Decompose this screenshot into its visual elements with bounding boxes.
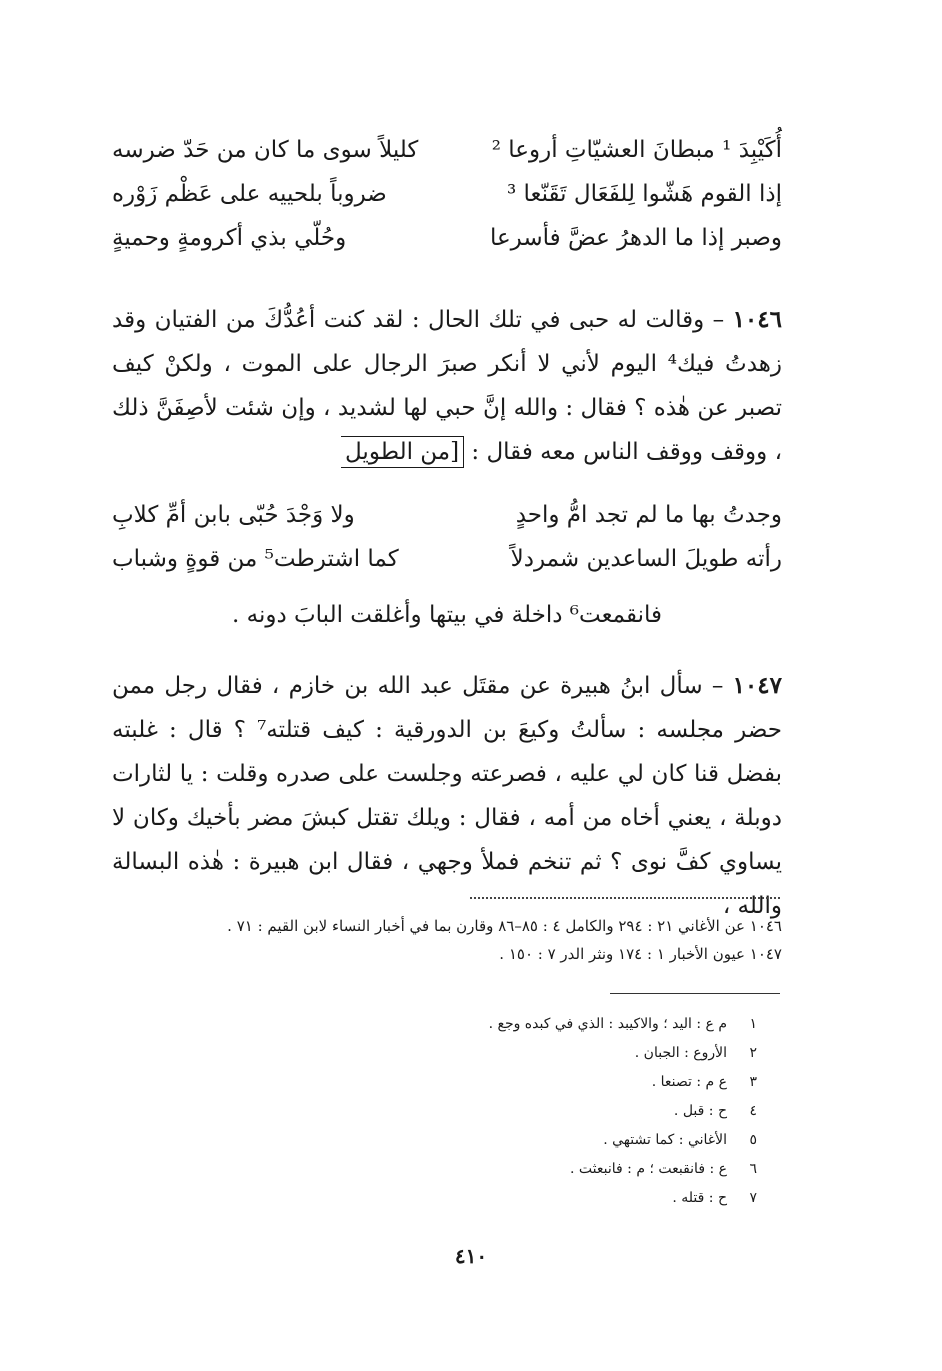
verse-line (112, 172, 782, 216)
footnote-number: ٧ (749, 1190, 757, 1206)
footnote (112, 1184, 757, 1213)
footnote-text: الأروع : الجبان . (634, 1045, 727, 1061)
footnote-text: ح : قتله . (672, 1190, 727, 1206)
paragraph-1046 (112, 298, 782, 474)
paragraph-body: – سأل ابنُ هبيرة عن مقتَل عبد الله بن خازم ، فقال رجل ممن حضر مجلسه : سألتُ وكيعَ بن الدورقية : كيف قتلته⁷ ؟ قال : غلبته بفضل قنا كان لي عليه ، فصرعته وجلست على صدره وقلت : يا لثارات دوبلة ، يعني أخاه من أمه ، فقال : ويلك تقتل كبشَ مضر بأخيك وكان لا يساوي كفَّ نوى ؟ ثم تنخم فملأ وجهي ، فقال ابن هبيرة : هٰذه البسالة والله ، (112, 673, 782, 919)
footnote-number: ١ (749, 1016, 757, 1032)
source-line: ١٠٤٦ عن الأغاني ٢١ : ٢٩٤ والكامل ٤ : ٨٥–٨٦ وقارن بما في أخبار النساء لابن القيم : ٧١ . (227, 917, 782, 935)
paragraph-text (112, 298, 782, 474)
footnote-text: ح : قبل . (673, 1103, 727, 1119)
item-number: ١٠٤٦ (732, 306, 782, 333)
footnote-number: ٥ (749, 1132, 757, 1148)
hemistich-first: أُكَيْبِدَ ¹ مبطانَ العشيّاتِ أروعا ² (491, 137, 782, 163)
hemistich-first: وجدتُ بها ما لم تجد امُّ واحدٍ (515, 502, 782, 528)
meter-name: من الطويل (345, 439, 451, 465)
footnote-text: الأغاني : كما تشتهي . (603, 1132, 727, 1148)
verse-line (112, 128, 782, 172)
source-line: ١٠٤٧ عيون الأخبار ١ : ١٧٤ ونثر الدر ٧ : ١٥٠ . (499, 945, 782, 963)
footnote (112, 1068, 757, 1097)
hemistich-first: إذا القوم هَشّوا لِلفَعَال تَقَنّعا ³ (506, 181, 782, 207)
footnotes-list (112, 1010, 757, 1213)
footnote-text: ع : فانقبعت ؛ م : فانبعثت . (570, 1161, 727, 1177)
footnote (112, 1039, 757, 1068)
footnote (112, 1126, 757, 1155)
footnote (112, 1097, 757, 1126)
meter-label: [من الطويل (341, 436, 464, 468)
paragraph-1047 (112, 664, 782, 928)
footnote-number: ٣ (749, 1074, 757, 1090)
verse-line (112, 493, 782, 537)
hemistich-second: كليلاً سوى ما كان من حَدّ ضرسه (112, 137, 419, 163)
footnote-number: ٤ (749, 1103, 757, 1119)
sources-block (112, 912, 782, 968)
hemistich-first: وصبر إذا ما الدهرُ عضَّ فأسرعا (489, 225, 782, 251)
closing-line: فانقمعت⁶ داخلة في بيتها وأغلقت البابَ دونه . (231, 602, 663, 628)
item-number: ١٠٤٧ (732, 672, 782, 699)
poem-two (112, 493, 782, 581)
footnote-number: ٢ (749, 1045, 757, 1061)
verse-line (112, 537, 782, 581)
hemistich-first: رأته طويلَ الساعدين شمردلاً (510, 546, 782, 572)
footnote-text: ع م : تصنعا . (651, 1074, 727, 1090)
verse-line (112, 216, 782, 260)
poem-one (112, 128, 782, 260)
hemistich-second: كما اشترطت⁵ من قوةٍ وشباب (112, 546, 399, 572)
hemistich-second: وحُلّي بذي أكرومةٍ وحميةٍ (112, 225, 347, 251)
hemistich-second: ولا وَجْدَ حُبّى بابن أمِّ كلابِ (112, 502, 355, 528)
footnote-text: م ع : اليد ؛ والاكيبد : الذي في كبده وجع . (488, 1016, 727, 1032)
page-number: ٤١٠ (454, 1244, 488, 1268)
hemistich-second: ضروباً بلحييه على عَظْم زَوْره (112, 181, 387, 207)
paragraph-text (112, 664, 782, 928)
footnote-number: ٦ (749, 1161, 757, 1177)
footnote (112, 1010, 757, 1039)
footnote-separator (610, 993, 780, 994)
footnote (112, 1155, 757, 1184)
paragraph-body: – وقالت له حبى في تلك الحال : لقد كنت أعُدُّكَ من الفتيان وقد زهدتُ فيك⁴ اليوم لأني لا أنكر صبرَ الرجال على الموت ، ولكنْ كيف تصبر عن هٰذه ؟ فقال : والله إنَّ حبي لها لشديد ، وإن شئت لأصِفَنَّ ذلك ، ووقف ووقف الناس معه فقال : (112, 307, 783, 465)
dotted-separator (470, 897, 780, 899)
